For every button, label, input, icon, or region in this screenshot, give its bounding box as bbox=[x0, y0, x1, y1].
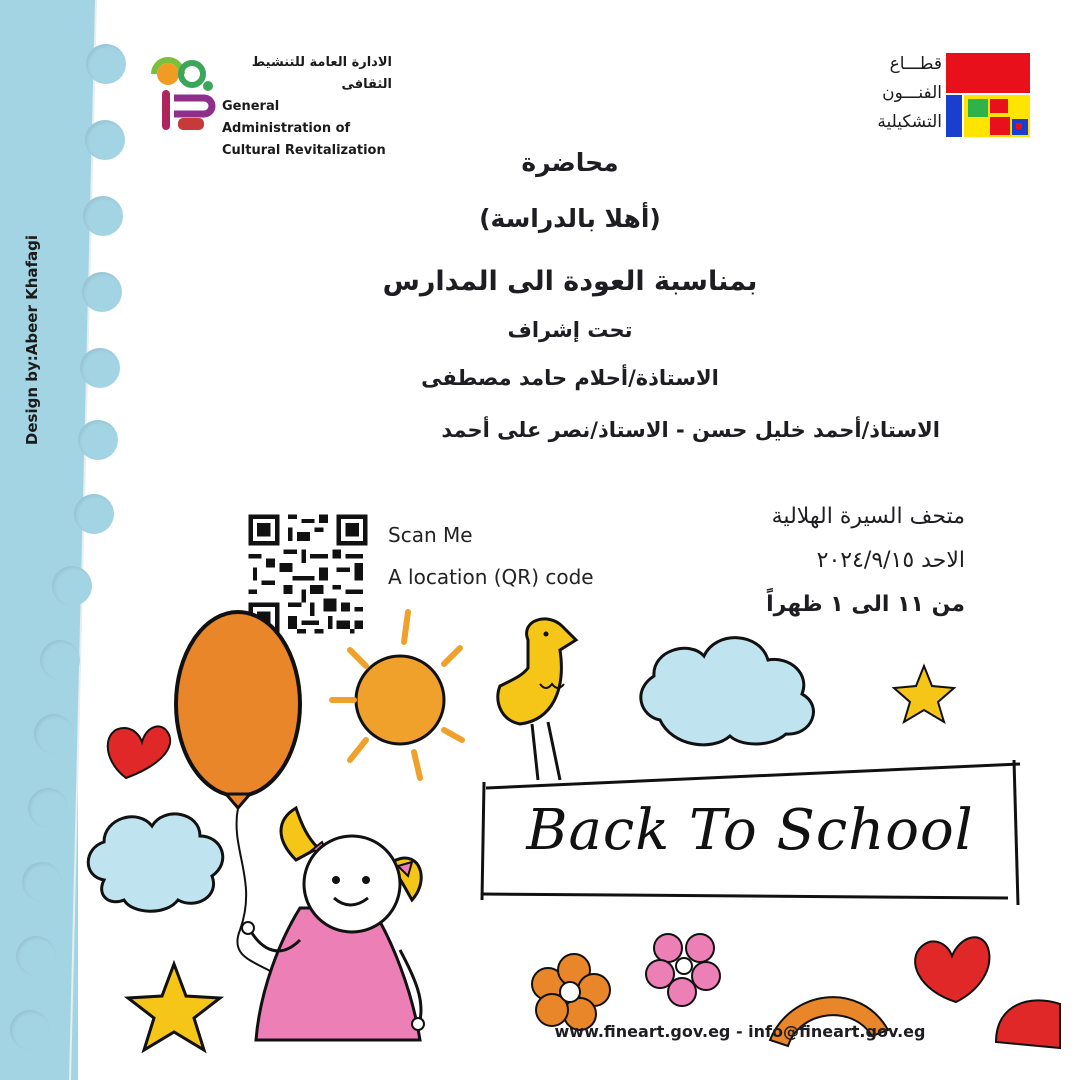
sun-illustration bbox=[332, 612, 462, 778]
lecture-type: محاضرة bbox=[521, 148, 619, 177]
fine-arts-line-2: الفنـــون bbox=[882, 83, 942, 103]
back-to-school-title: Back To School bbox=[526, 798, 974, 863]
fine-arts-line-1: قطـــاع bbox=[889, 54, 942, 74]
cloud-illustration-right bbox=[641, 638, 814, 745]
supervision-label: تحت إشراف bbox=[507, 318, 633, 342]
balloon-illustration bbox=[176, 612, 300, 972]
lecture-occasion: بمناسبة العودة الى المدارس bbox=[382, 266, 758, 297]
star-illustration-left bbox=[128, 964, 220, 1050]
fine-arts-line-3: التشكيلية bbox=[877, 112, 942, 132]
heart-illustration-left bbox=[108, 726, 170, 778]
supervisor-name: الاستاذة/أحلام حامد مصطفى bbox=[421, 366, 719, 390]
footer-contact[interactable]: www.fineart.gov.eg - info@fineart.gov.eg bbox=[554, 1022, 926, 1041]
cloud-illustration-left bbox=[88, 814, 223, 911]
venue-time: من ١١ الى ١ ظهراً bbox=[766, 592, 965, 617]
scan-me-label: Scan Me bbox=[388, 523, 473, 547]
bird-illustration bbox=[498, 619, 576, 780]
qr-code-label: A location (QR) code bbox=[388, 565, 594, 589]
flower-illustration-pink bbox=[646, 934, 720, 1006]
star-illustration-right bbox=[894, 666, 954, 722]
ga-logo-arabic: الادارة العامة للتنشيط الثقافى bbox=[251, 55, 392, 92]
venue-place: متحف السيرة الهلالية bbox=[771, 504, 965, 529]
designer-credit: Design by:Abeer Khafagi bbox=[23, 234, 41, 446]
flower-illustration-orange bbox=[532, 954, 610, 1030]
heart-illustration-right bbox=[915, 937, 989, 1002]
ga-logo-english-1: General Administration of bbox=[222, 99, 351, 136]
lecture-title: (أهلا بالدراسة) bbox=[479, 204, 661, 233]
speaker-names: الاستاذ/أحمد خليل حسن - الاستاذ/نصر على أحمد bbox=[441, 418, 940, 442]
venue-date: الاحد ٢٠٢٤/٩/١٥ bbox=[816, 548, 965, 573]
mushroom-illustration bbox=[996, 1000, 1060, 1048]
girl-illustration bbox=[242, 808, 424, 1040]
ga-logo-english-2: Cultural Revitalization bbox=[222, 143, 386, 158]
